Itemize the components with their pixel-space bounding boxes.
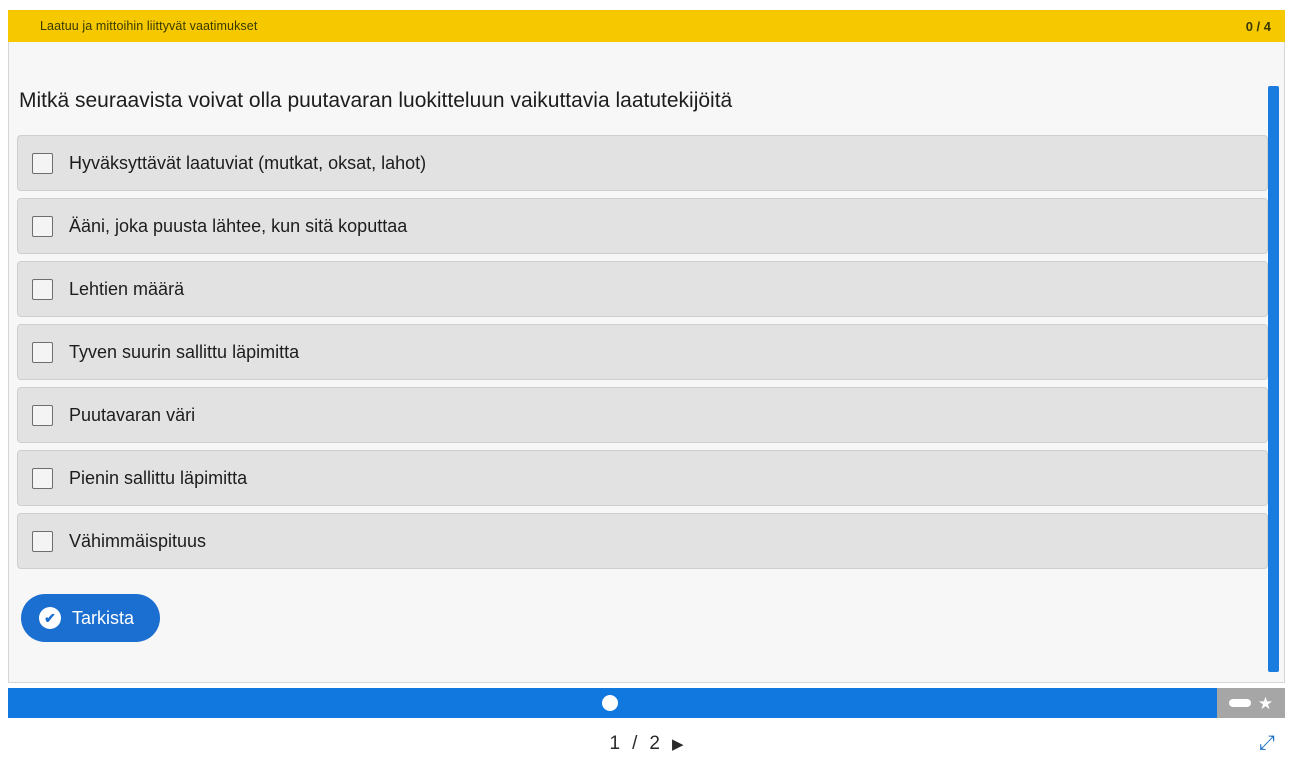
option-label: Pienin sallittu läpimitta: [69, 467, 248, 488]
option-row[interactable]: [17, 324, 1268, 380]
pager-separator: /: [632, 733, 638, 754]
option-checkbox[interactable]: [32, 216, 53, 237]
option-row[interactable]: [17, 513, 1268, 569]
check-circle-icon: ✔: [39, 607, 61, 629]
quiz-header: [8, 10, 1285, 42]
vertical-scrollbar-thumb[interactable]: [1268, 86, 1279, 672]
question-panel: [8, 42, 1285, 683]
option-label: Hyväksyttävät laatuviat (mutkat, oksat, lahot): [69, 152, 427, 173]
option-label: Lehtien määrä: [69, 278, 185, 299]
question-text: Mitkä seuraavista voivat olla puutavaran luokitteluun vaikuttavia laatutekijöitä: [19, 89, 733, 112]
option-checkbox[interactable]: [32, 468, 53, 489]
quiz-title: Laatuu ja mittoihin liittyvät vaatimukset: [40, 19, 258, 33]
option-label: Tyven suurin sallittu läpimitta: [69, 341, 300, 362]
option-label: Ääni, joka puusta lähtee, kun sitä koputtaa: [69, 215, 408, 236]
option-checkbox[interactable]: [32, 342, 53, 363]
option-checkbox[interactable]: [32, 153, 53, 174]
progress-knob[interactable]: [600, 693, 620, 713]
option-checkbox[interactable]: [32, 279, 53, 300]
option-label: Puutavaran väri: [69, 404, 196, 425]
fullscreen-expand-icon[interactable]: ⤢: [1259, 732, 1275, 754]
option-label: Vähimmäispituus: [69, 530, 207, 551]
option-row[interactable]: [17, 135, 1268, 191]
dash-icon: [1229, 699, 1251, 707]
options-list: [9, 135, 1284, 569]
pager-total-pages: 2: [649, 733, 660, 754]
option-row[interactable]: [17, 450, 1268, 506]
pager-current-page: 1: [609, 733, 621, 754]
progress-bar[interactable]: [8, 688, 1285, 718]
option-row[interactable]: [17, 261, 1268, 317]
check-answer-button[interactable]: [21, 594, 160, 642]
option-checkbox[interactable]: [32, 405, 53, 426]
option-row[interactable]: [17, 387, 1268, 443]
option-checkbox[interactable]: [32, 531, 53, 552]
score-badge: 0 / 4: [1245, 18, 1271, 34]
check-answer-label: Tarkista: [72, 607, 135, 628]
next-page-icon[interactable]: ▶: [671, 735, 684, 753]
option-row[interactable]: [17, 198, 1268, 254]
pager: [610, 733, 684, 755]
footer-bar: [8, 718, 1285, 770]
progress-end-section[interactable]: [1217, 688, 1285, 718]
star-icon: ★: [1257, 693, 1274, 713]
